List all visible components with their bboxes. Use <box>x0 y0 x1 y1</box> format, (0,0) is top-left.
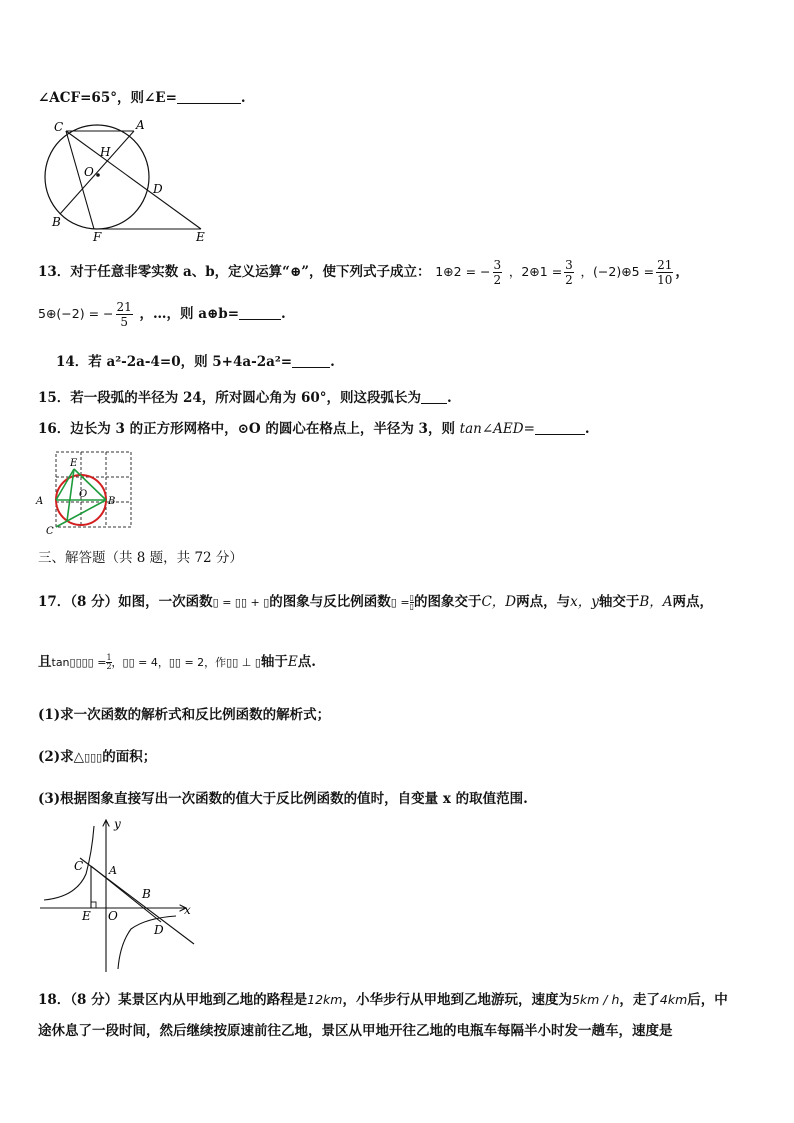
q13-line2: 5⊕(−2) = − $\frac{21}{5}$ ，…，则 a⊕b= . <box>38 300 286 329</box>
label-o: O <box>84 165 94 179</box>
center-point <box>96 173 100 177</box>
answer-blank <box>292 367 330 368</box>
q16-line: 16．边长为 3 的正方形网格中，⊙O 的圆心在格点上，半径为 3，则 tan∠AED= . <box>38 421 590 437</box>
label-d: D <box>154 923 164 937</box>
right-angle-mark <box>91 902 96 908</box>
fraction: $\frac{3}{2}$ <box>493 258 502 287</box>
section-title: 三、解答题（共 8 题，共 72 分） <box>38 550 243 566</box>
q14-line: 14．若 a²-2a-4=0，则 5+4a-2a²= . <box>56 354 335 370</box>
label-e: E <box>70 458 78 469</box>
label-c: C <box>54 120 64 134</box>
q17-sub3: (3)根据图象直接写出一次函数的值大于反比例函数的值时，自变量 x 的取值范围. <box>38 791 528 807</box>
label-b: B <box>108 496 116 507</box>
label-e: E <box>196 230 205 244</box>
answer-blank <box>177 103 241 104</box>
answer-blank <box>421 403 447 404</box>
q18-line1: 18．（8 分）某景区内从甲地到乙地的路程是12km，小华步行从甲地到乙地游玩，速度为5km / h，走了4km后，中 <box>38 992 728 1008</box>
figure-12 <box>36 114 216 244</box>
label-o: O <box>108 909 118 923</box>
label-f: F <box>93 230 102 244</box>
q12-line: ∠ACF=65°，则∠E= . <box>38 90 246 106</box>
q17-line1: 17．（8 分）如图，一次函数▯ = ▯▯ + ▯的图象与反比例函数▯ = $\frac{▯}{▯}$的图象交于C，D两点，与x，y轴交于B，A两点， <box>38 593 714 611</box>
label-y: y <box>114 817 121 831</box>
label-b: B <box>142 887 151 901</box>
label-c: C <box>46 526 54 536</box>
label-c: C <box>74 859 84 873</box>
q17-line2: 且tan▯▯▯▯ = $\frac{1}{2}$，▯▯ = 4，▯▯ = 2，作▯▯ ⊥ ▯轴于E点. <box>38 653 316 671</box>
label-a: A <box>109 864 117 877</box>
fraction: $\frac{21}{10}$ <box>657 258 673 287</box>
q18-line2: 途休息了一段时间，然后继续按原速前往乙地，景区从甲地开往乙地的电瓶车每隔半小时发一趟车，速度是 <box>38 1023 673 1039</box>
fraction: $\frac{3}{2}$ <box>565 258 573 287</box>
fraction: $\frac{▯}{▯}$ <box>409 593 414 611</box>
label-x: x <box>184 903 191 917</box>
figure-17 <box>36 814 200 976</box>
label-a: A <box>136 118 145 132</box>
q17-sub2: (2)求△▯▯▯的面积； <box>38 749 157 765</box>
fraction: $\frac{21}{5}$ <box>116 300 132 329</box>
label-b: B <box>52 215 61 229</box>
label-o: O <box>79 489 88 500</box>
q15-line: 15．若一段弧的半径为 24，所对圆心角为 60°，则这段弧长为 . <box>38 390 452 406</box>
answer-blank <box>535 434 585 435</box>
q17-sub1: (1)求一次函数的解析式和反比例函数的解析式； <box>38 707 331 723</box>
fraction: $\frac{1}{2}$ <box>106 653 112 671</box>
label-e: E <box>82 909 91 923</box>
label-h: H <box>100 145 111 159</box>
q13-line1: 13．对于任意非零实数 a、b，定义运算“⊕”，使下列式子成立： 1⊕2 = − $\frac{3}{2}$ ，2⊕1 = $\frac{3}{2}$ ，(−2)⊕5 = $\frac{21}{10}$ ， <box>38 258 689 287</box>
label-d: D <box>153 182 163 196</box>
answer-blank <box>239 319 281 320</box>
q12-text: ∠ACF=65°，则∠E= <box>38 90 177 106</box>
figure-16 <box>34 448 136 536</box>
label-a: A <box>36 496 44 507</box>
